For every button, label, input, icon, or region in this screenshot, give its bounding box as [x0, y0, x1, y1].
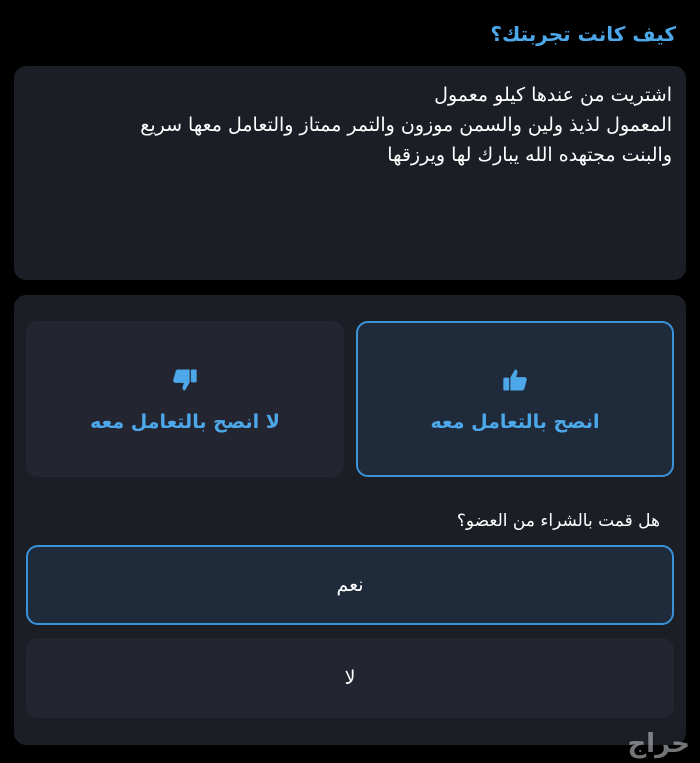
review-textarea[interactable]: اشتريت من عندها كيلو معمول المعمول لذيذ ولين والسمن موزون والتمر ممتاز والتعامل معها سريع والبنت مجتهده الله يبارك لها ويرزقها: [14, 66, 686, 280]
purchase-question: هل قمت بالشراء من العضو؟: [456, 511, 660, 531]
purchase-yes-option[interactable]: [26, 545, 674, 625]
purchase-no-label: لا: [344, 667, 356, 689]
experience-panel: [14, 295, 686, 745]
question-title: كيف كانت تجربتك؟: [490, 22, 676, 46]
purchase-yes-label: نعم: [336, 574, 364, 596]
recommend-label: انصح بالتعامل معه: [430, 411, 600, 433]
purchase-no-option[interactable]: [26, 638, 674, 718]
recommend-option[interactable]: [356, 321, 674, 477]
not-recommend-option[interactable]: [26, 321, 344, 477]
thumbs-up-icon: [500, 365, 530, 395]
thumbs-down-icon: [170, 365, 200, 395]
not-recommend-label: لا انصح بالتعامل معه: [90, 411, 280, 433]
haraj-watermark: حراج: [627, 729, 690, 759]
